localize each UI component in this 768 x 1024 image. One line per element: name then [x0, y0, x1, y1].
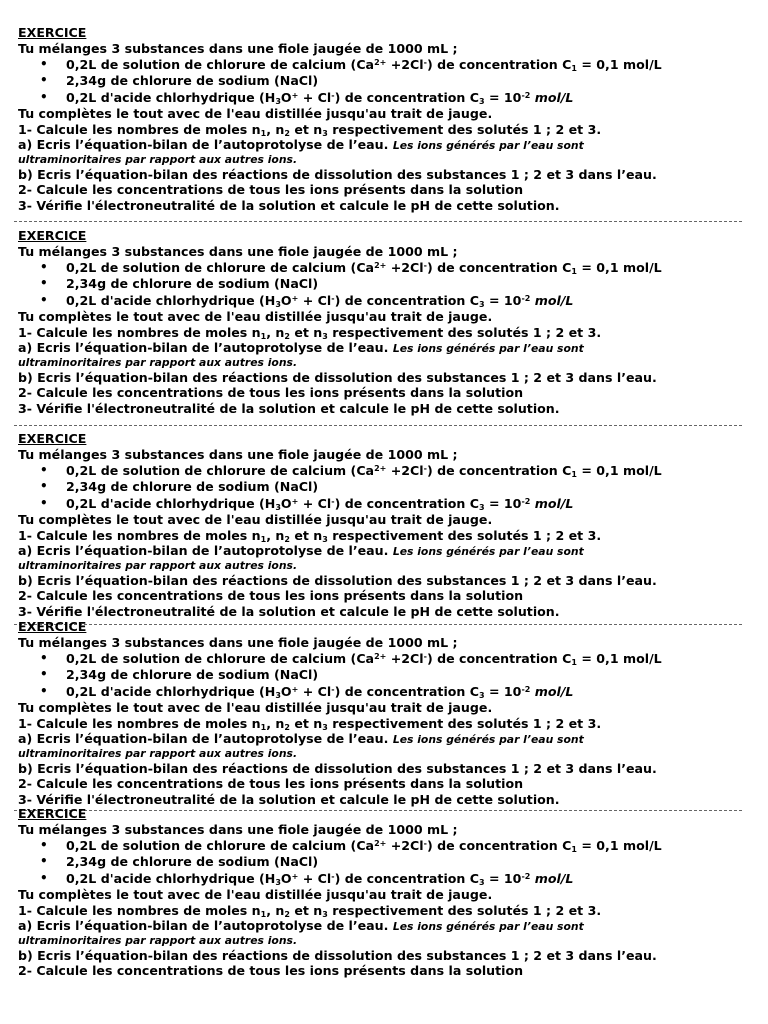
bullet-item-3: • 0,2L d'acide chlorhydrique $(H_3O^+ + Cl^-)$ de concentration $C_3 = 10^{-2}$ mol/L — [40, 871, 574, 887]
bullet-item-3: • 0,2L d'acide chlorhydrique $(H_3O^+ + Cl^-)$ de concentration $C_3 = 10^{-2}$ mol/L — [40, 90, 574, 106]
bullet-item-3: • 0,2L d'acide chlorhydrique $(H_3O^+ + Cl^-)$ de concentration $C_3 = 10^{-2}$ mol/L — [40, 496, 574, 512]
bullet-item-2: • 2,34g de chlorure de sodium (NaCl) — [40, 276, 319, 291]
bullet-item-1: • 0,2L de solution de chlorure de calcium $(Ca^{2+} +2Cl^-)$ de concentration $C_1 = 0,1$ mol/L — [40, 57, 662, 73]
bullet-item-2: • 2,34g de chlorure de sodium (NaCl) — [40, 73, 319, 88]
separator-line — [14, 221, 742, 222]
question-3: 3- Vérifie l'électroneutralité de la solution et calcule le pH de cette solution. — [18, 604, 560, 619]
question-a: a) Ecris l’équation-bilan de l’autoprotolyse de l’eau. Les ions générés par l’eau sont — [18, 340, 584, 355]
bullet-item-3: • 0,2L d'acide chlorhydrique $(H_3O^+ + Cl^-)$ de concentration $C_3 = 10^{-2}$ mol/L — [40, 293, 574, 309]
question-b: b) Ecris l’équation-bilan des réactions de dissolution des substances 1 ; 2 et 3 dans l’eau. — [18, 370, 657, 385]
bullet-item-2: • 2,34g de chlorure de sodium (NaCl) — [40, 667, 319, 682]
question-a-note: ultraminoritaires par rapport aux autres ions. — [18, 559, 298, 572]
jauge-instruction: Tu complètes le tout avec de l'eau distillée jusqu'au trait de jauge. — [18, 106, 493, 121]
question-a: a) Ecris l’équation-bilan de l’autoprotolyse de l’eau. Les ions générés par l’eau sont — [18, 543, 584, 558]
exercise-intro: Tu mélanges 3 substances dans une fiole jaugée de 1000 mL ; — [18, 635, 458, 650]
exercise-title: EXERCICE — [18, 619, 87, 634]
exercise-title: EXERCICE — [18, 431, 87, 446]
exercise-intro: Tu mélanges 3 substances dans une fiole jaugée de 1000 mL ; — [18, 244, 458, 259]
question-3: 3- Vérifie l'électroneutralité de la solution et calcule le pH de cette solution. — [18, 198, 560, 213]
question-3: 3- Vérifie l'électroneutralité de la solution et calcule le pH de cette solution. — [18, 792, 560, 807]
question-2: 2- Calcule les concentrations de tous les ions présents dans la solution — [18, 963, 524, 978]
exercise-block-4 — [18, 619, 748, 815]
bullet-item-1: • 0,2L de solution de chlorure de calcium $(Ca^{2+} +2Cl^-)$ de concentration $C_1 = 0,1$ mol/L — [40, 463, 662, 479]
question-a-note: ultraminoritaires par rapport aux autres ions. — [18, 747, 298, 760]
question-1: 1- Calcule les nombres de moles $n_1$, $n_2$ et $n_3$ respectivement des solutés 1 ; 2 et 3. — [18, 325, 602, 341]
exercise-title: EXERCICE — [18, 228, 87, 243]
question-1: 1- Calcule les nombres de moles $n_1$, $n_2$ et $n_3$ respectivement des solutés 1 ; 2 et 3. — [18, 903, 602, 919]
exercise-title: EXERCICE — [18, 25, 87, 40]
question-a-note: ultraminoritaires par rapport aux autres ions. — [18, 153, 298, 166]
exercise-intro: Tu mélanges 3 substances dans une fiole jaugée de 1000 mL ; — [18, 447, 458, 462]
question-1: 1- Calcule les nombres de moles $n_1$, $n_2$ et $n_3$ respectivement des solutés 1 ; 2 et 3. — [18, 716, 602, 732]
question-2: 2- Calcule les concentrations de tous les ions présents dans la solution — [18, 588, 524, 603]
exercise-block-3 — [18, 431, 748, 627]
question-b: b) Ecris l’équation-bilan des réactions de dissolution des substances 1 ; 2 et 3 dans l’eau. — [18, 167, 657, 182]
question-2: 2- Calcule les concentrations de tous les ions présents dans la solution — [18, 385, 524, 400]
bullet-item-1: • 0,2L de solution de chlorure de calcium $(Ca^{2+} +2Cl^-)$ de concentration $C_1 = 0,1$ mol/L — [40, 838, 662, 854]
separator-line — [14, 425, 742, 426]
question-2: 2- Calcule les concentrations de tous les ions présents dans la solution — [18, 182, 524, 197]
exercise-intro: Tu mélanges 3 substances dans une fiole jaugée de 1000 mL ; — [18, 41, 458, 56]
question-3: 3- Vérifie l'électroneutralité de la solution et calcule le pH de cette solution. — [18, 401, 560, 416]
bullet-item-3: • 0,2L d'acide chlorhydrique $(H_3O^+ + Cl^-)$ de concentration $C_3 = 10^{-2}$ mol/L — [40, 684, 574, 700]
exercise-title: EXERCICE — [18, 806, 87, 821]
question-b: b) Ecris l’équation-bilan des réactions de dissolution des substances 1 ; 2 et 3 dans l’eau. — [18, 948, 657, 963]
jauge-instruction: Tu complètes le tout avec de l'eau distillée jusqu'au trait de jauge. — [18, 309, 493, 324]
question-b: b) Ecris l’équation-bilan des réactions de dissolution des substances 1 ; 2 et 3 dans l’eau. — [18, 573, 657, 588]
jauge-instruction: Tu complètes le tout avec de l'eau distillée jusqu'au trait de jauge. — [18, 512, 493, 527]
bullet-item-2: • 2,34g de chlorure de sodium (NaCl) — [40, 479, 319, 494]
question-a-note: ultraminoritaires par rapport aux autres ions. — [18, 356, 298, 369]
exercise-intro: Tu mélanges 3 substances dans une fiole jaugée de 1000 mL ; — [18, 822, 458, 837]
bullet-item-2: • 2,34g de chlorure de sodium (NaCl) — [40, 854, 319, 869]
question-1: 1- Calcule les nombres de moles $n_1$, $n_2$ et $n_3$ respectivement des solutés 1 ; 2 et 3. — [18, 122, 602, 138]
bullet-item-1: • 0,2L de solution de chlorure de calcium $(Ca^{2+} +2Cl^-)$ de concentration $C_1 = 0,1$ mol/L — [40, 260, 662, 276]
bullet-item-1: • 0,2L de solution de chlorure de calcium $(Ca^{2+} +2Cl^-)$ de concentration $C_1 = 0,1$ mol/L — [40, 651, 662, 667]
question-a-note: ultraminoritaires par rapport aux autres ions. — [18, 934, 298, 947]
question-b: b) Ecris l’équation-bilan des réactions de dissolution des substances 1 ; 2 et 3 dans l’eau. — [18, 761, 657, 776]
question-2: 2- Calcule les concentrations de tous les ions présents dans la solution — [18, 776, 524, 791]
question-a: a) Ecris l’équation-bilan de l’autoprotolyse de l’eau. Les ions générés par l’eau sont — [18, 731, 584, 746]
jauge-instruction: Tu complètes le tout avec de l'eau distillée jusqu'au trait de jauge. — [18, 700, 493, 715]
exercise-block-5 — [18, 806, 748, 986]
question-1: 1- Calcule les nombres de moles $n_1$, $n_2$ et $n_3$ respectivement des solutés 1 ; 2 et 3. — [18, 528, 602, 544]
question-a: a) Ecris l’équation-bilan de l’autoprotolyse de l’eau. Les ions générés par l’eau sont — [18, 918, 584, 933]
exercise-block-1 — [18, 25, 748, 221]
jauge-instruction: Tu complètes le tout avec de l'eau distillée jusqu'au trait de jauge. — [18, 887, 493, 902]
exercise-block-2 — [18, 228, 748, 424]
question-a: a) Ecris l’équation-bilan de l’autoprotolyse de l’eau. Les ions générés par l’eau sont — [18, 137, 584, 152]
